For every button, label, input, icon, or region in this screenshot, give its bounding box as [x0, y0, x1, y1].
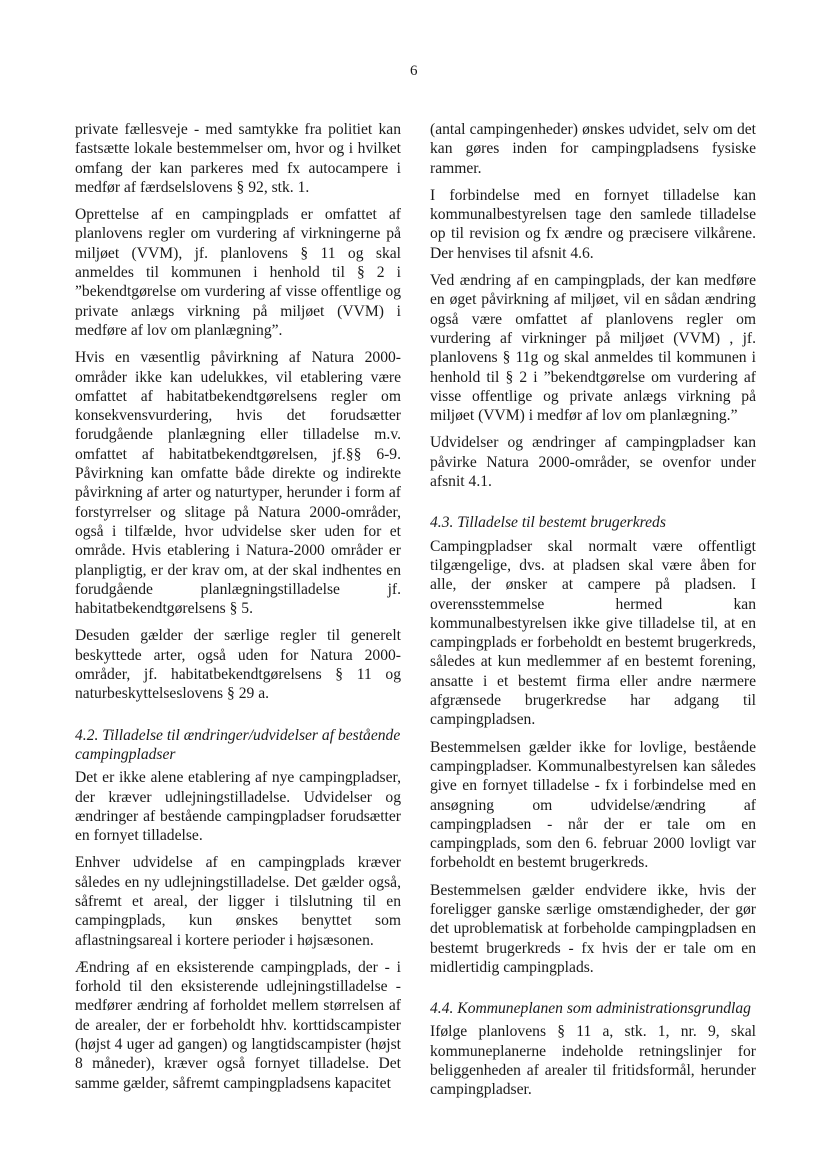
paragraph: Udvidelser og ændringer af campingpladser kan påvirke Natura 2000-områder, se ovenfor under afsnit 4.1. — [430, 434, 756, 491]
paragraph: Oprettelse af en campingplads er omfattet af planlovens regler om vurdering af virkningerne på miljøet (VVM), jf. planlovens § 11 og skal anmeldes til kommunen i henhold til § 2 i ”bekendtgørelse om vurdering af visse offentlige og private anlægs virkning på miljøet (VVM) i medføre af lov om planlægning”. — [75, 206, 401, 339]
section-heading-4-2: 4.2. Tilladelse til ændringer/udvidelser af bestående campingpladser — [75, 726, 401, 763]
paragraph: Bestemmelsen gælder ikke for lovlige, bestående campingpladser. Kommunalbestyrelsen kan således give en fornyet tilladelse - fx i forbindelse med en ansøgning om udvidelse/ændring af campingpladsen - når der er tale om en campingplads, som den 6. februar 2000 lovligt var forbeholdt en bestemt brugerkreds. — [430, 738, 756, 872]
paragraph: Campingpladser skal normalt være offentligt tilgængelige, dvs. at pladsen skal være åben for alle, der ønsker at campere på pladsen. I overensstemmelse hermed kan kommunalbestyrelsen ikke give tilladelse til, at en campingplads er forbeholdt en bestemt brugerkreds, således at kun medlemmer af en bestemt forening, ansatte i et bestemt firma eller andre nærmere afgrænsede brugerkredse har adgang til campingpladsen. — [430, 537, 756, 729]
paragraph: Hvis en væsentlig påvirkning af Natura 2000-områder ikke kan udelukkes, vil etablering være omfattet af habitatbekendtgørelsens regler om konsekvensvurdering, hvis det forudsætter forudgående planlægning eller tilladelse m.v. omfattet af habitatbekendtgørelsen, jf.§§ 6-9. Påvirkning kan omfatte både direkte og indirekte påvirkning af arter og naturtyper, herunder i form af forstyrrelser og slitage på Natura 2000-områder, også i tilfælde, hvor udvidelse sker uden for et område. Hvis etablering i Natura-2000 områder er planpligtig, er der krav om, at der skal indhentes en forudgående planlægningstilladelse jf. habitatbekendtgørelsens § 5. — [75, 349, 401, 618]
section-heading-4-4: 4.4. Kommuneplanen som administrationsgrundlag — [430, 1000, 751, 1018]
paragraph: Enhver udvidelse af en campingplads kræver således en ny udlejningstilladelse. Det gælder også, såfremt et areal, der ligger i tilslutning til en campingplads, kun ønskes benyttet som aflastningsareal i kortere perioder i højsæsonen. — [75, 854, 401, 949]
section-heading-4-3: 4.3. Tilladelse til bestemt brugerkreds — [430, 514, 666, 532]
page-number: 6 — [410, 63, 418, 79]
paragraph: private fællesveje - med samtykke fra politiet kan fastsætte lokale bestemmelser om, hvor og i hvilket omfang der kan parkeres med fx autocampere i medfør af færdselslovens § 92, stk. 1. — [75, 121, 401, 196]
right-column — [430, 120, 756, 1108]
paragraph: Desuden gælder der særlige regler til generelt beskyttede arter, også uden for Natura 2000-områder, jf. habitatbekendtgørelsens § 11 og naturbeskyttelseslovens § 29 a. — [75, 627, 401, 703]
paragraph: Bestemmelsen gælder endvidere ikke, hvis der foreligger ganske særlige omstændigheder, der gør det uproblematisk at forbeholde campingpladsen en bestemt brugerkreds - fx hvis der er tale om en midlertidig campingplads. — [430, 881, 756, 976]
paragraph: Ifølge planlovens § 11 a, stk. 1, nr. 9, skal kommuneplanerne indeholde retningslinjer for beliggenheden af arealer til fritidsformål, herunder campingpladser. — [430, 1023, 756, 1099]
paragraph: (antal campingenheder) ønskes udvidet, selv om det kan gøres inden for campingpladsens fysiske rammer. — [430, 121, 756, 177]
left-column — [75, 120, 401, 1101]
paragraph: I forbindelse med en fornyet tilladelse kan kommunalbestyrelsen tage den samlede tilladelse op til revision og fx ændre og præcisere vilkårene. Der henvises til afsnit 4.6. — [430, 186, 756, 262]
paragraph: Ved ændring af en campingplads, der kan medføre en øget påvirkning af miljøet, vil en sådan ændring også være omfattet af planlovens regler om vurdering af virkninger på miljøet (VVM) , jf. planlovens § 11g og skal anmeldes til kommunen i henhold til § 2 i ”bekendtgørelse om vurdering af visse offentlige og private anlægs virkning på miljøet (VVM) i medfør af lov om planlægning.” — [430, 272, 756, 425]
paragraph: Ændring af en eksisterende campingplads, der - i forhold til den eksisterende udlejningstilladelse - medfører ændring af forholdet mellem størrelsen af de arealer, der er forbeholdt hhv. korttidscampister (højst 4 uger ad gangen) og langtidscampister (højst 8 måneder), kræver også fornyet tilladelse. Det samme gælder, såfremt campingpladsens kapacitet — [75, 958, 401, 1092]
paragraph: Det er ikke alene etablering af nye campingpladser, der kræver udlejningstilladelse. Udvidelser og ændringer af bestående campingpladser forudsætter en fornyet tilladelse. — [75, 769, 401, 845]
